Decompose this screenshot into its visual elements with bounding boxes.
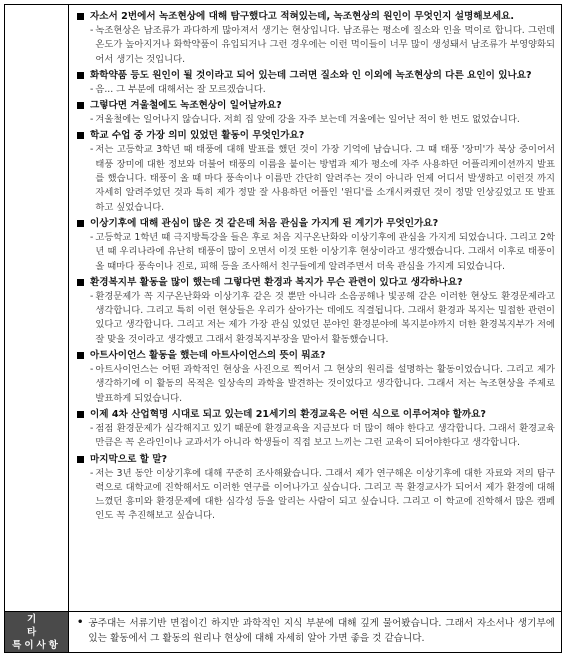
other-notes-label-line2: 특이사항 bbox=[12, 639, 61, 651]
qa-item bbox=[77, 453, 555, 524]
other-notes-content bbox=[69, 612, 561, 652]
square-bullet-icon bbox=[77, 279, 84, 286]
answer-dash: - bbox=[90, 231, 94, 243]
qa-item bbox=[77, 129, 555, 214]
square-bullet-icon bbox=[77, 132, 84, 139]
answer-row bbox=[77, 113, 555, 127]
label-column-blank bbox=[5, 5, 69, 612]
square-bullet-icon bbox=[77, 102, 84, 109]
qa-item bbox=[77, 349, 555, 406]
question-row bbox=[77, 349, 555, 363]
question-text: 자소서 2번에서 녹조현상에 대해 탐구했다고 적혀있는데, 녹조현상의 원인이 무엇인지 설명해보세요. bbox=[90, 11, 514, 22]
question-text: 환경복지부 활동을 많이 했는데 그렇다면 환경과 복지가 무슨 관련이 있다고 생각하나요? bbox=[90, 276, 463, 288]
answer-row bbox=[77, 231, 555, 274]
answer-dash: - bbox=[90, 83, 94, 95]
qa-item bbox=[77, 10, 555, 67]
square-bullet-icon bbox=[77, 411, 84, 418]
answer-dash: - bbox=[90, 114, 94, 126]
question-text: 화학약품 등도 원인이 될 것이라고 되어 있는데 그러면 질소와 인 이외에 녹조현상의 다른 요인이 있나요? bbox=[90, 69, 532, 81]
answer-dash: - bbox=[90, 25, 94, 36]
other-notes-label bbox=[5, 612, 69, 652]
question-text: 마지막으로 할 말? bbox=[90, 453, 168, 465]
answer-text: 고등학교 1학년 때 극지방특강을 들은 후로 처음 지구온난화와 이상기후에 관심을 가지게 되었습니다. 그리고 2학년 때 우리나라에 유난히 태풍이 많이 오면서 이것 또한 이상기후 현상이라고 생각했습니다. 그래서 이후로 태풍이 올 때마다 풍속이나 진로, 피해 등을 조사해서 친구들에게 알려주면서 더욱 관심을 가지게 되었습니다. bbox=[95, 231, 555, 272]
question-text: 아트사이언스 활동을 했는데 아트사이언스의 뜻이 뭐죠? bbox=[90, 350, 326, 362]
answer-text: 저는 3년 동안 이상기후에 대해 꾸준히 조사해왔습니다. 그래서 제가 연구해온 이상기후에 대한 자료와 저의 탐구력으로 대학교에 진학해서도 이러한 연구를 이어나가고 싶습니다. 그리고 꼭 환경교사가 되어서 제가 환경에 대해 느꼈던 흥미와 환경문제에 대한 심각성 등을 알리는 사람이 되고 싶습니다. 그리고 이 학교에 진학해서 많은 캠페인도 꼭 추진해보고 싶습니다. bbox=[95, 467, 555, 522]
qa-section bbox=[69, 5, 561, 612]
qa-item bbox=[77, 99, 555, 127]
square-bullet-icon bbox=[77, 13, 84, 20]
answer-row bbox=[77, 143, 555, 214]
qa-item bbox=[77, 217, 555, 274]
question-row bbox=[77, 99, 555, 113]
question-row bbox=[77, 69, 555, 83]
answer-text: 환경문제가 꼭 지구온난화와 이상기후 같은 것 뿐만 아니라 소음공해나 빛공해 같은 이러한 현상도 환경문제라고 생각합니다. 그리고 특히 이런 현상들은 우리가 살아가는 데에도 직결됩니다. 그래서 환경과 복지는 밀접한 관련이 있다고 생각합니다. 그리고 저는 제가 가장 관심 있었던 분야인 환경분야에 복지분야까지 더한 환경복지부가 저에 잘 맞을 것이라고 생각했고 그래서 환경복지부장을 맡아서 활동했습니다. bbox=[95, 290, 555, 345]
question-row bbox=[77, 10, 555, 24]
answer-text: 점점 환경문제가 심각해지고 있기 때문에 환경교육을 지금보다 더 많이 해야 한다고 생각합니다. 그래서 환경교육만큼은 꼭 온라인이나 교과서가 아니라 학생들이 직접 보고 느끼는 그런 교육이 되어야한다고 생각합니다. bbox=[95, 422, 555, 449]
answer-text: 저는 고등학교 3학년 때 태풍에 대해 발표를 했던 것이 가장 기억에 남습니다. 그 때 태풍 '장미'가 북상 중이어서 태풍 장미에 대한 정보와 더불어 태풍의 이름을 붙이는 방법과 제가 평소에 자주 사용하던 어플리케이션까지 발표를 했습니다. 태풍이 올 때 마다 풍속이나 이름만 간단히 알려주는 것이 아니라 언제 어디서 발생하고 이런것 까지 자세히 알려주었던 것과 특히 제가 정말 잘 사용하던 어플인 '윈디'를 소개시켜줬던 것이 정말 인상깊었고 또 발표하고 싶었습니다. bbox=[95, 144, 555, 213]
question-row bbox=[77, 129, 555, 143]
answer-text: 아트사이언스는 어떤 과학적인 현상을 사진으로 찍어서 그 현상의 원리를 설명하는 활동이었습니다. 그리고 제가 생각하기에 이 활동의 목적은 일상속의 과학을 발견하는 것이었다고 생각합니다. 그래서 저는 녹조현상을 주제로 발표하게 되었습니다. bbox=[95, 364, 555, 404]
question-text: 그렇다면 겨울철에도 녹조현상이 일어날까요? bbox=[90, 100, 282, 112]
answer-dash: - bbox=[90, 144, 94, 156]
answer-dash: - bbox=[90, 422, 94, 434]
qa-item bbox=[77, 276, 555, 347]
question-row bbox=[77, 276, 555, 290]
answer-row bbox=[77, 363, 555, 406]
other-notes-label-line1: 기타 bbox=[27, 613, 59, 638]
square-bullet-icon bbox=[77, 72, 84, 79]
square-bullet-icon bbox=[77, 456, 84, 463]
answer-text: 녹조현상은 남조류가 과다하게 많아져서 생기는 현상입니다. 남조류는 평소에 질소와 인을 먹이로 합니다. 그런데 온도가 높아지거나 화학약품이 유입되거나 그런 경우에는 이런 먹이들이 너무 많이 생성돼서 남조류가 부영양화되어서 생기는 것입니다. bbox=[95, 25, 555, 65]
other-notes-text: 공주대는 서류기반 면접이긴 하지만 과학적인 지식 부분에 대해 깊게 물어봤습니다. 그래서 자소서나 생기부에 있는 활동에서 그 활동의 원리나 현상에 대해 자세히 알아 가면 좋을 것 같습니다. bbox=[88, 618, 555, 644]
question-text: 이상기후에 대해 관심이 많은 것 같은데 처음 관심을 가지게 된 계기가 무엇인가요? bbox=[90, 217, 439, 229]
answer-text: 겨울철에는 일어나지 않습니다. 저희 집 앞에 강을 자주 보는데 겨울에는 일어난 적이 한 번도 없었습니다. bbox=[95, 114, 520, 126]
answer-row bbox=[77, 24, 555, 67]
qa-item bbox=[77, 69, 555, 97]
answer-dash: - bbox=[90, 467, 94, 479]
answer-row bbox=[77, 467, 555, 524]
interview-record-sheet bbox=[4, 4, 562, 653]
answer-row bbox=[77, 290, 555, 347]
dot-bullet-icon: • bbox=[77, 617, 84, 628]
question-row bbox=[77, 217, 555, 231]
question-row bbox=[77, 408, 555, 422]
answer-row bbox=[77, 83, 555, 97]
square-bullet-icon bbox=[77, 220, 84, 227]
question-text: 학교 수업 중 가장 의미 있었던 활동이 무엇인가요? bbox=[90, 130, 305, 142]
answer-dash: - bbox=[90, 290, 94, 302]
answer-text: 음... 그 부분에 대해서는 잘 모르겠습니다. bbox=[95, 83, 266, 95]
answer-dash: - bbox=[90, 364, 94, 376]
question-row bbox=[77, 453, 555, 467]
qa-item bbox=[77, 408, 555, 451]
square-bullet-icon bbox=[77, 352, 84, 359]
answer-row bbox=[77, 422, 555, 451]
question-text: 이제 4차 산업혁명 시대로 되고 있는데 21세기의 환경교육은 어떤 식으로 이루어져야 할까요? bbox=[90, 408, 486, 420]
